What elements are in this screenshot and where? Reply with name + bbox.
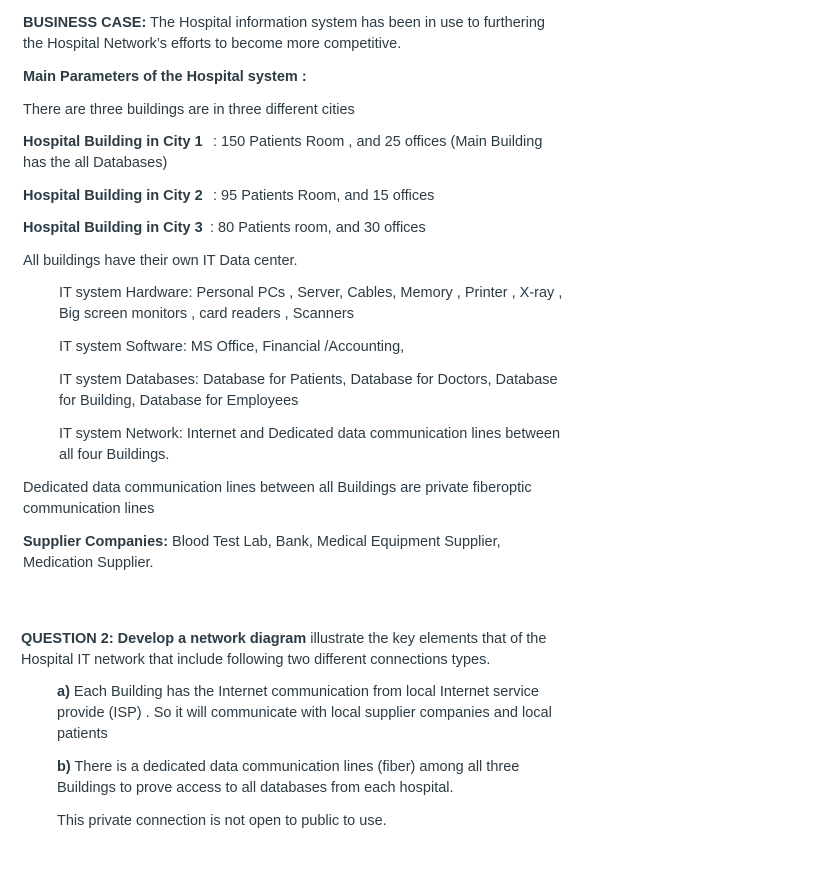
item-label: b) (57, 759, 71, 775)
it-hardware-item: IT system Hardware: Personal PCs , Server, Cables, Memory , Printer , X-ray , Big screen monitors , card readers , Scanners (59, 285, 563, 322)
business-case-text: The Hospital information system has been in use to furthering the Hospital Network’s efforts to become more competitive. (23, 15, 545, 52)
question-label: QUESTION 2: Develop a network diagram (21, 631, 307, 647)
building-details: : 95 Patients Room, and 15 offices (213, 188, 435, 204)
question-item-b (57, 757, 569, 799)
supplier-label: Supplier Companies: (23, 534, 169, 550)
building-city-1 (23, 132, 568, 174)
building-city-2 (23, 186, 568, 207)
it-software-item: IT system Software: MS Office, Financial /Accounting, (59, 339, 405, 355)
it-network-item: IT system Network: Internet and Dedicated data communication lines between all four Buildings. (59, 426, 561, 463)
question-text: illustrate the key elements that of the Hospital IT network that include following two different connections types. (21, 631, 547, 668)
item-label: a) (57, 684, 70, 700)
building-label: Hospital Building in City 1 (23, 134, 203, 150)
building-details: : 150 Patients Room , and 25 offices (Main Building has the all Databases) (23, 134, 543, 171)
building-city-3 (23, 218, 568, 239)
three-buildings-text: There are three buildings are in three different cities (23, 102, 355, 118)
building-details: : 80 Patients room, and 30 offices (210, 220, 426, 236)
business-case-label: BUSINESS CASE: (23, 15, 147, 31)
supplier-text: Blood Test Lab, Bank, Medical Equipment Supplier, Medication Supplier. (23, 534, 501, 571)
item-text: Each Building has the Internet communication from local Internet service provide (ISP) . So it will communicate with local supplier companies and local patients (57, 684, 552, 742)
supplier-companies-paragraph (23, 532, 568, 574)
main-parameters-heading: Main Parameters of the Hospital system : (23, 69, 307, 85)
dedicated-lines-text: Dedicated data communication lines between all Buildings are private fiberoptic communication lines (23, 480, 532, 517)
building-label: Hospital Building in City 3 (23, 220, 203, 236)
datacenter-text: All buildings have their own IT Data center. (23, 253, 298, 269)
business-case-paragraph (23, 13, 568, 55)
question-item-a (57, 682, 569, 745)
it-databases-item: IT system Databases: Database for Patients, Database for Doctors, Database for Building, Database for Employees (59, 372, 558, 409)
private-connection-note: This private connection is not open to public to use. (57, 813, 387, 829)
item-text: There is a dedicated data communication lines (fiber) among all three Buildings to prove access to all databases from each hospital. (57, 759, 520, 796)
building-label: Hospital Building in City 2 (23, 188, 203, 204)
question-paragraph (21, 629, 566, 671)
